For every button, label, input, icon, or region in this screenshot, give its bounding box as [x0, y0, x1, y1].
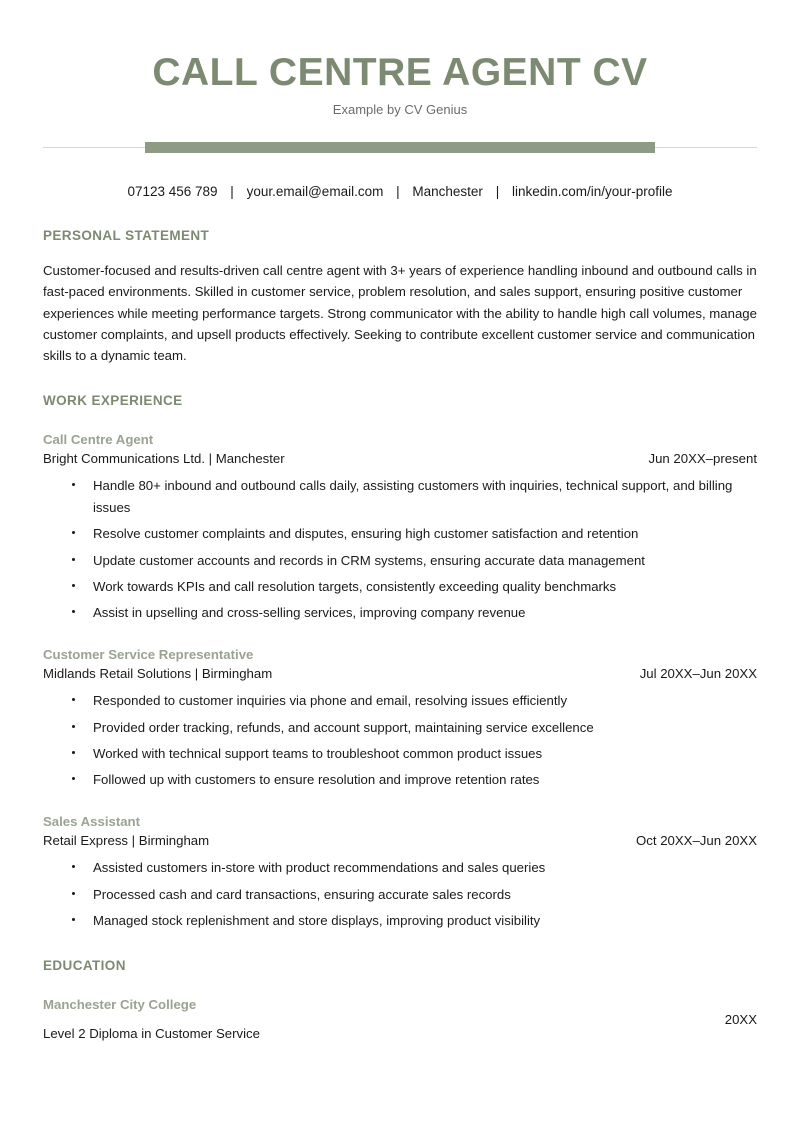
list-item: Resolve customer complaints and disputes, ensuring high customer satisfaction and retention — [43, 523, 757, 544]
contact-separator: | — [495, 183, 500, 199]
education-school: Manchester City College — [43, 996, 197, 1012]
contact-separator: | — [396, 183, 400, 199]
experience-role: Call Centre Agent — [43, 431, 154, 447]
experience-role: Customer Service Representative — [43, 646, 254, 662]
experience-date: Jul 20XX–Jun 20XX — [639, 666, 757, 682]
experience-entry-header — [43, 646, 757, 683]
section-work-experience — [43, 393, 757, 932]
contact-location: Manchester — [412, 183, 483, 199]
list-item: Managed stock replenishment and store displays, improving product visibility — [43, 910, 757, 931]
experience-entry — [43, 646, 757, 791]
experience-company: Retail Express | Birmingham — [43, 832, 210, 848]
experience-entry-header — [43, 813, 757, 850]
experience-entry-header — [43, 431, 757, 468]
experience-company: Bright Communications Ltd. | Manchester — [43, 450, 285, 466]
section-heading-personal-statement: PERSONAL STATEMENT — [43, 227, 210, 243]
cv-header — [43, 0, 757, 118]
contact-phone: 07123 456 789 — [127, 183, 218, 199]
section-heading-education: EDUCATION — [43, 957, 126, 973]
header-divider — [43, 137, 757, 159]
list-item: Responded to customer inquiries via phone and email, resolving issues efficiently — [43, 690, 757, 711]
list-item: Assist in upselling and cross-selling services, improving company revenue — [43, 602, 757, 623]
list-item: Followed up with customers to ensure resolution and improve retention rates — [43, 769, 757, 790]
list-item: Handle 80+ inbound and outbound calls daily, assisting customers with inquiries, technical support, and billing issues — [43, 475, 757, 518]
list-item: Processed cash and card transactions, ensuring accurate sales records — [43, 884, 757, 905]
experience-entry — [43, 431, 757, 624]
page-subtitle: Example by CV Genius — [332, 102, 468, 118]
experience-entry — [43, 813, 757, 932]
education-entry-info — [43, 996, 707, 1043]
experience-role: Sales Assistant — [43, 813, 140, 829]
list-item: Worked with technical support teams to troubleshoot common product issues — [43, 743, 757, 764]
experience-entry-info — [43, 646, 622, 683]
experience-bullet-list — [43, 690, 757, 791]
contact-separator: | — [230, 183, 234, 199]
page-title: CALL CENTRE AGENT CV — [152, 51, 648, 94]
section-personal-statement — [43, 228, 757, 367]
experience-bullet-list — [43, 475, 757, 623]
education-degree: Level 2 Diploma in Customer Service — [43, 1025, 260, 1041]
list-item: Update customer accounts and records in CRM systems, ensuring accurate data management — [43, 550, 757, 571]
education-entry — [43, 996, 757, 1043]
list-item: Work towards KPIs and call resolution targets, consistently exceeding quality benchmarks — [43, 576, 757, 597]
education-date: 20XX — [724, 1011, 757, 1027]
experience-entry-info — [43, 431, 630, 468]
experience-date: Jun 20XX–present — [648, 451, 757, 467]
experience-company: Midlands Retail Solutions | Birmingham — [43, 665, 273, 681]
contact-linkedin[interactable]: linkedin.com/in/your-profile — [511, 183, 673, 199]
personal-statement-body: Customer-focused and results-driven call centre agent with 3+ years of experience handling inbound and outbound calls in fast-paced environments. Skilled in customer service, problem resolution, and sales support, ensuring positive customer experiences while meeting performance targets. Strong communicator with the ability to handle high call volumes, manage customer complaints, and upsell products effectively. Seeking to contribute excellent customer service and communication skills to a dynamic team. — [43, 262, 757, 364]
experience-entry-info — [43, 813, 618, 850]
experience-date: Oct 20XX–Jun 20XX — [636, 833, 757, 849]
section-heading-work-experience: WORK EXPERIENCE — [43, 392, 183, 408]
divider-accent-bar — [145, 142, 655, 153]
contact-line — [43, 183, 757, 202]
experience-bullet-list — [43, 857, 757, 931]
list-item: Assisted customers in-store with product recommendations and sales queries — [43, 857, 757, 878]
section-education — [43, 958, 757, 1043]
contact-email[interactable]: your.email@email.com — [246, 183, 384, 199]
list-item: Provided order tracking, refunds, and account support, maintaining service excellence — [43, 717, 757, 738]
